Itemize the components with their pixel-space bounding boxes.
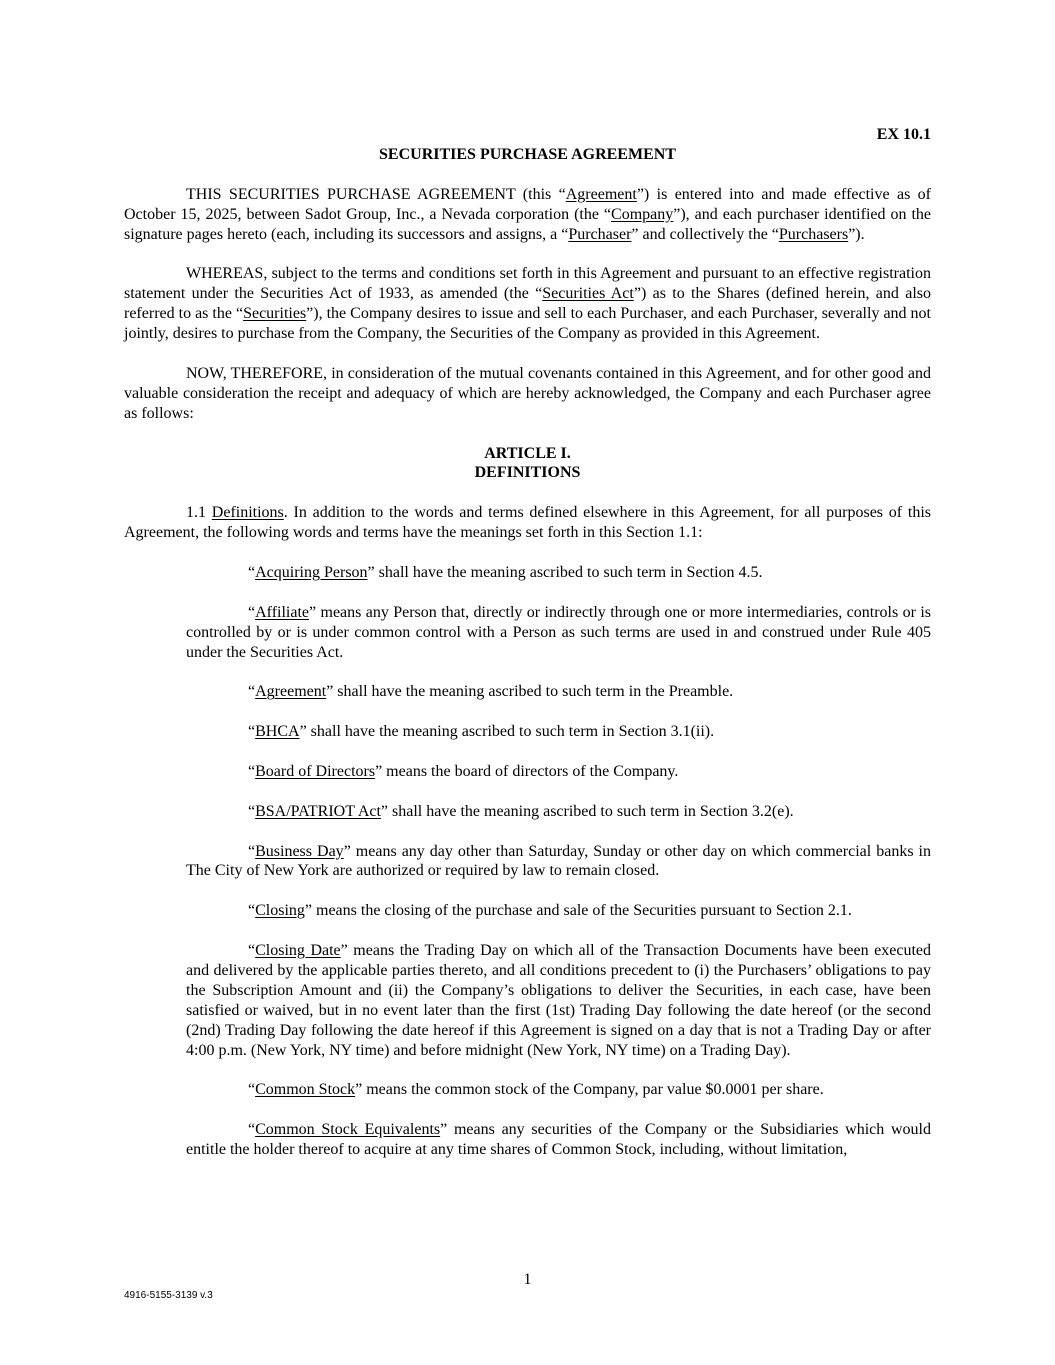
defined-term-agreement: Agreement bbox=[565, 185, 637, 203]
defined-term-securities: Securities bbox=[243, 305, 307, 323]
definition-item bbox=[186, 722, 931, 742]
definition-term: BSA/PATRIOT Act bbox=[255, 802, 381, 820]
definition-text: ” shall have the meaning ascribed to such term in Section 4.5. bbox=[367, 563, 763, 581]
definition-term: Business Day bbox=[255, 842, 344, 860]
open-quote: “ bbox=[248, 683, 256, 701]
open-quote: “ bbox=[248, 1081, 256, 1099]
definition-text: ” means any day other than Saturday, Sunday or other day on which commercial banks in The City of New York are authorized or required by law to remain closed. bbox=[186, 842, 931, 880]
whereas-paragraph bbox=[124, 264, 931, 344]
definition-text: ” shall have the meaning ascribed to such term in the Preamble. bbox=[326, 683, 734, 701]
section-1-1-paragraph bbox=[124, 503, 931, 543]
open-quote: “ bbox=[248, 563, 256, 581]
whereas-text-3: ”), the Company desires to issue and sell to each Purchaser, and each Purchaser, severally and not jointly, desires to purchase from the Company, the Securities of the Company as provided in this Agreement. bbox=[124, 305, 932, 343]
article-heading: DEFINITIONS bbox=[474, 464, 581, 482]
open-quote: “ bbox=[248, 723, 256, 741]
definition-text: ” shall have the meaning ascribed to such term in Section 3.1(ii). bbox=[299, 723, 715, 741]
definition-item bbox=[186, 842, 931, 882]
preamble-text-4: ” and collectively the “ bbox=[631, 225, 779, 243]
defined-term-securities-act: Securities Act bbox=[542, 285, 634, 303]
definition-text: ” means any Person that, directly or indirectly through one or more intermediaries, controls or is controlled by or is under common control with a Person as such terms are used in and construed under Rule 405 under the Securities Act. bbox=[186, 603, 931, 661]
preamble-text-1: THIS SECURITIES PURCHASE AGREEMENT (this “ bbox=[186, 185, 566, 203]
definition-term: Agreement bbox=[255, 683, 327, 701]
definition-item bbox=[186, 762, 931, 782]
definition-text: ” means the board of directors of the Company. bbox=[375, 762, 679, 780]
preamble-paragraph bbox=[124, 185, 931, 245]
section-number: 1.1 bbox=[186, 504, 212, 522]
document-title: SECURITIES PURCHASE AGREEMENT bbox=[379, 146, 676, 163]
defined-term-purchaser: Purchaser bbox=[568, 225, 632, 243]
document-body bbox=[124, 145, 931, 1160]
definition-term: Closing Date bbox=[255, 942, 341, 960]
definition-term: Closing bbox=[255, 902, 305, 920]
whereas-text-2: ”) as to the Shares (defined herein, and also referred to as the “ bbox=[124, 285, 932, 323]
open-quote: “ bbox=[248, 1121, 256, 1139]
open-quote: “ bbox=[248, 942, 256, 960]
definition-term: Affiliate bbox=[255, 603, 310, 621]
exhibit-label: EX 10.1 bbox=[876, 126, 931, 143]
definition-item bbox=[186, 802, 931, 822]
definition-text: ” means the common stock of the Company, par value $0.0001 per share. bbox=[355, 1081, 824, 1099]
defined-term-purchasers: Purchasers bbox=[778, 225, 849, 243]
open-quote: “ bbox=[248, 603, 256, 621]
definition-item bbox=[186, 682, 931, 702]
definition-text: ” shall have the meaning ascribed to such term in Section 3.2(e). bbox=[380, 802, 794, 820]
section-text: . In addition to the words and terms defined elsewhere in this Agreement, for all purposes of this Agreement, the following words and terms have the meanings set forth in this Section 1.1: bbox=[124, 504, 932, 542]
definition-term: Common Stock Equivalents bbox=[255, 1121, 441, 1139]
page-number: 1 bbox=[523, 1271, 532, 1288]
whereas-text-1: WHEREAS, subject to the terms and conditions set forth in this Agreement and pursuant to an effective registration statement under the Securities Act of 1933, as amended (the “ bbox=[124, 265, 931, 303]
preamble-text-2: ”) is entered into and made effective as of October 15, 2025, between Sadot Group, Inc., a Nevada corporation (the “ bbox=[124, 185, 932, 223]
definition-term: Board of Directors bbox=[255, 762, 376, 780]
definition-item bbox=[186, 563, 931, 583]
definition-item bbox=[186, 901, 931, 921]
defined-term-company: Company bbox=[611, 205, 674, 223]
section-heading: Definitions bbox=[211, 504, 284, 522]
definition-item bbox=[186, 1080, 931, 1100]
definitions-list bbox=[124, 563, 931, 1160]
definition-text: ” means the Trading Day on which all of the Transaction Documents have been executed and delivered by the applicable parties thereto, and all conditions precedent to (i) the Purchasers’ obligations to pay the Subscription Amount and (ii) the Company’s obligations to deliver the Securities, in each case, have been satisfied or waived, but in no event later than the first (1st) Trading Day following the date hereof (or the second (2nd) Trading Day following the date hereof if this Agreement is signed on a day that is not a Trading Day or after 4:00 p.m. (New York, NY time) and before midnight (New York, NY time) on a Trading Day). bbox=[186, 942, 932, 1059]
definition-term: Acquiring Person bbox=[255, 563, 368, 581]
open-quote: “ bbox=[248, 762, 256, 780]
definition-term: Common Stock bbox=[255, 1081, 356, 1099]
document-id: 4916-5155-3139 v.3 bbox=[124, 1290, 213, 1301]
definition-item bbox=[186, 1120, 931, 1160]
definition-term: BHCA bbox=[255, 723, 300, 741]
open-quote: “ bbox=[248, 802, 256, 820]
definition-item bbox=[186, 941, 931, 1060]
definition-text: ” means any securities of the Company or the Subsidiaries which would entitle the holder thereof to acquire at any time shares of Common Stock, including, without limitation, bbox=[186, 1121, 931, 1159]
now-therefore-paragraph: NOW, THEREFORE, in consideration of the mutual covenants contained in this Agreement, and for other good and valuable consideration the receipt and adequacy of which are hereby acknowledged, the Company and each Purchaser agree as follows: bbox=[124, 364, 931, 422]
preamble-text-3: ”), and each purchaser identified on the signature pages hereto (each, including its successors and assigns, a “ bbox=[124, 205, 931, 243]
article-number: ARTICLE I. bbox=[484, 444, 571, 462]
definition-text: ” means the closing of the purchase and sale of the Securities pursuant to Section 2.1. bbox=[304, 902, 852, 920]
open-quote: “ bbox=[248, 902, 256, 920]
preamble-text-5: ”). bbox=[848, 225, 865, 243]
definition-item bbox=[186, 603, 931, 663]
open-quote: “ bbox=[248, 842, 256, 860]
